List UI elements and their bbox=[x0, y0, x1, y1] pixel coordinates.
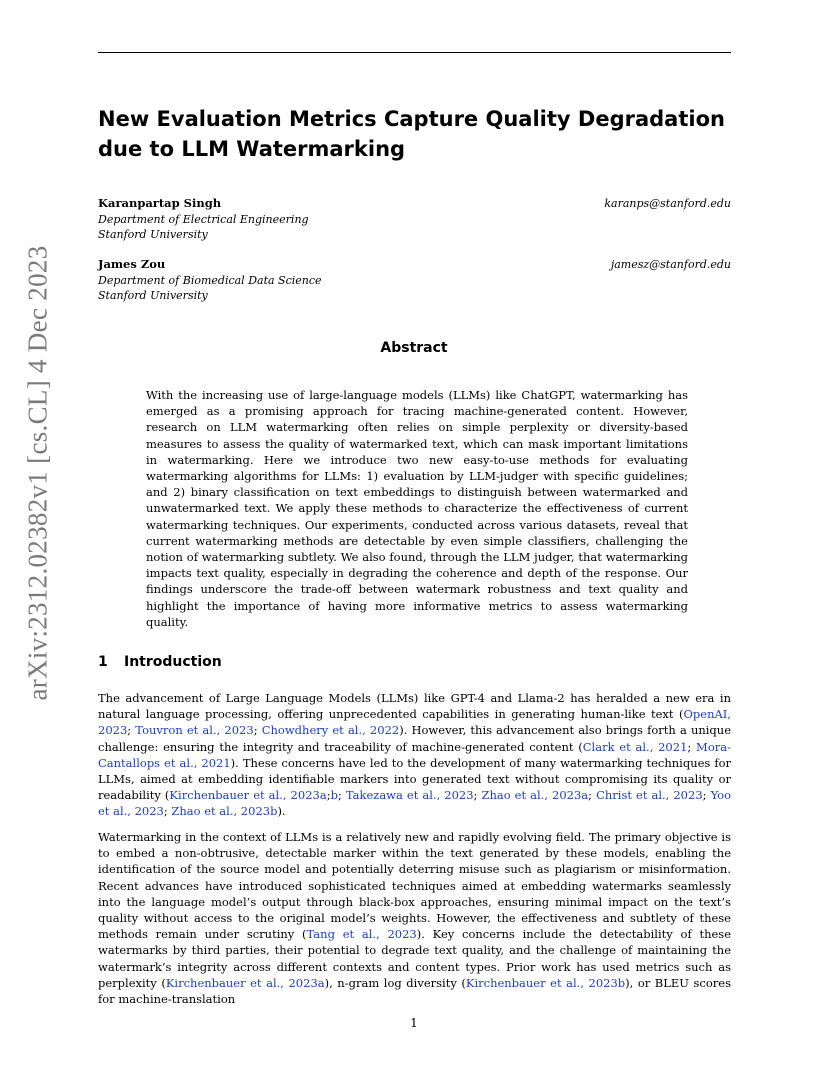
intro-paragraph-2 bbox=[98, 829, 731, 1007]
text-run: ). However, this advancement also brings forth a unique challenge: ensuring the integrity and traceability of machine-generated content ( bbox=[98, 723, 732, 754]
author-block-1 bbox=[98, 196, 731, 243]
author-block-2 bbox=[98, 257, 731, 304]
page-number: 1 bbox=[410, 1016, 418, 1030]
text-run: ), or BLEU scores for machine-translation bbox=[98, 975, 731, 1007]
text-run: ; bbox=[473, 788, 482, 803]
author-institution: Stanford University bbox=[98, 228, 208, 241]
citation-link[interactable]: Clark et al., 2021 bbox=[582, 739, 688, 754]
text-run: The advancement of Large Language Models (LLMs) like GPT-4 and Llama-2 has heralded a new era in natural language processing, offering unprecedented capabilities in generating human-like text ( bbox=[98, 691, 731, 722]
author-name: Karanpartap Singh bbox=[98, 196, 222, 210]
citation-link[interactable]: Kirchenbauer et al., 2023a bbox=[169, 788, 327, 803]
text-run: ; bbox=[253, 723, 262, 738]
section-heading-introduction bbox=[98, 654, 222, 670]
citation-link[interactable]: Tang et al., 2023 bbox=[306, 927, 417, 942]
text-run: Watermarking in the context of LLMs is a relatively new and rapidly evolving field. The primary objective is to embed a non-obtrusive, detectable marker within the text generated by these models, enabling the identification of the source model and potentially deterring misuse such as plagiarism or misinformation. Recent advances have introduced sophisticated techniques aimed at embedding watermarks seamlessly into the language model’s output through black-box approaches, ensuring minimal impact on the text’s quality without access to the original model’s weights. However, the effectiveness and subtlety of these methods remain under scrutiny ( bbox=[98, 830, 731, 942]
citation-link[interactable]: Kirchenbauer et al., 2023a bbox=[165, 975, 325, 990]
abstract-heading: Abstract bbox=[380, 340, 448, 356]
section-title: Introduction bbox=[124, 654, 222, 670]
author-email[interactable]: jamesz@stanford.edu bbox=[610, 258, 731, 271]
author-affiliation: Department of Biomedical Data Science bbox=[98, 273, 322, 287]
author-email[interactable]: karanps@stanford.edu bbox=[604, 197, 731, 210]
text-run: ; bbox=[337, 788, 346, 803]
text-run: ; bbox=[588, 788, 597, 803]
text-run: ; bbox=[326, 788, 331, 803]
author-institution: Stanford University bbox=[98, 289, 208, 302]
intro-paragraph-1 bbox=[98, 690, 731, 820]
text-run: ), n-gram log diversity ( bbox=[324, 975, 466, 990]
text-run: ; bbox=[127, 723, 136, 738]
citation-link[interactable]: Yoo et al., 2023 bbox=[98, 788, 732, 819]
citation-link[interactable]: Christ et al., 2023 bbox=[596, 788, 703, 803]
author-affiliation: Department of Electrical Engineering bbox=[98, 212, 309, 226]
text-run: ; bbox=[702, 788, 711, 803]
arxiv-sidebar-id: arXiv:2312.02382v1 [cs.CL] 4 Dec 2023 bbox=[22, 245, 53, 701]
citation-link[interactable]: Chowdhery et al., 2022 bbox=[261, 723, 400, 738]
citation-link[interactable]: Mora-Cantallops et al., 2021 bbox=[98, 739, 731, 770]
citation-link[interactable]: Takezawa et al., 2023 bbox=[345, 788, 474, 803]
citation-link[interactable]: Touvron et al., 2023 bbox=[135, 723, 254, 738]
citation-link[interactable]: Kirchenbauer et al., 2023b bbox=[465, 975, 626, 990]
text-run: ; bbox=[163, 804, 172, 819]
paper-title: New Evaluation Metrics Capture Quality Degradation due to LLM Watermarking bbox=[98, 107, 725, 161]
abstract-body: With the increasing use of large-language models (LLMs) like ChatGPT, watermarking has emerged as a promising approach for tracing machine-generated content. However, research on LLM watermarking often relies on simple perplexity or diversity-based measures to assess the quality of watermarked text, which can mask important limitations in watermarking. Here we introduce two new easy-to-use methods for evaluating watermarking algorithms for LLMs: 1) evaluation by LLM-judger with specific guidelines; and 2) binary classification on text embeddings to distinguish between watermarked and unwatermarked text. We apply these methods to characterize the effectiveness of current watermarking techniques. Our experiments, conducted across various datasets, reveal that current watermarking methods are detectable by even simple classifiers, challenging the notion of watermarking subtlety. We also found, through the LLM judger, that watermarking impacts text quality, especially in degrading the coherence and depth of the response. Our findings underscore the trade-off between watermark robustness and text quality and highlight the importance of having more informative metrics to assess watermarking quality. bbox=[146, 388, 688, 629]
text-run: ). Key concerns include the detectability of these watermarks by third parties, their potential to degrade text quality, and the challenge of maintaining the watermark’s integrity across different contexts and content types. Prior work has used metrics such as perplexity ( bbox=[98, 927, 731, 990]
author-name: James Zou bbox=[98, 257, 166, 271]
citation-link[interactable]: OpenAI, 2023 bbox=[98, 707, 731, 738]
text-run: ; bbox=[687, 739, 697, 754]
citation-link[interactable]: b bbox=[330, 788, 338, 803]
section-number: 1 bbox=[98, 654, 108, 670]
citation-link[interactable]: Zhao et al., 2023b bbox=[171, 804, 278, 819]
header-rule bbox=[98, 52, 731, 53]
text-run: ). These concerns have led to the development of many watermarking techniques for LLMs, aimed at embedding identifiable markers into generated text without compromising its quality or readability ( bbox=[98, 755, 731, 803]
text-run: ). bbox=[277, 804, 286, 819]
citation-link[interactable]: Zhao et al., 2023a bbox=[481, 788, 589, 803]
